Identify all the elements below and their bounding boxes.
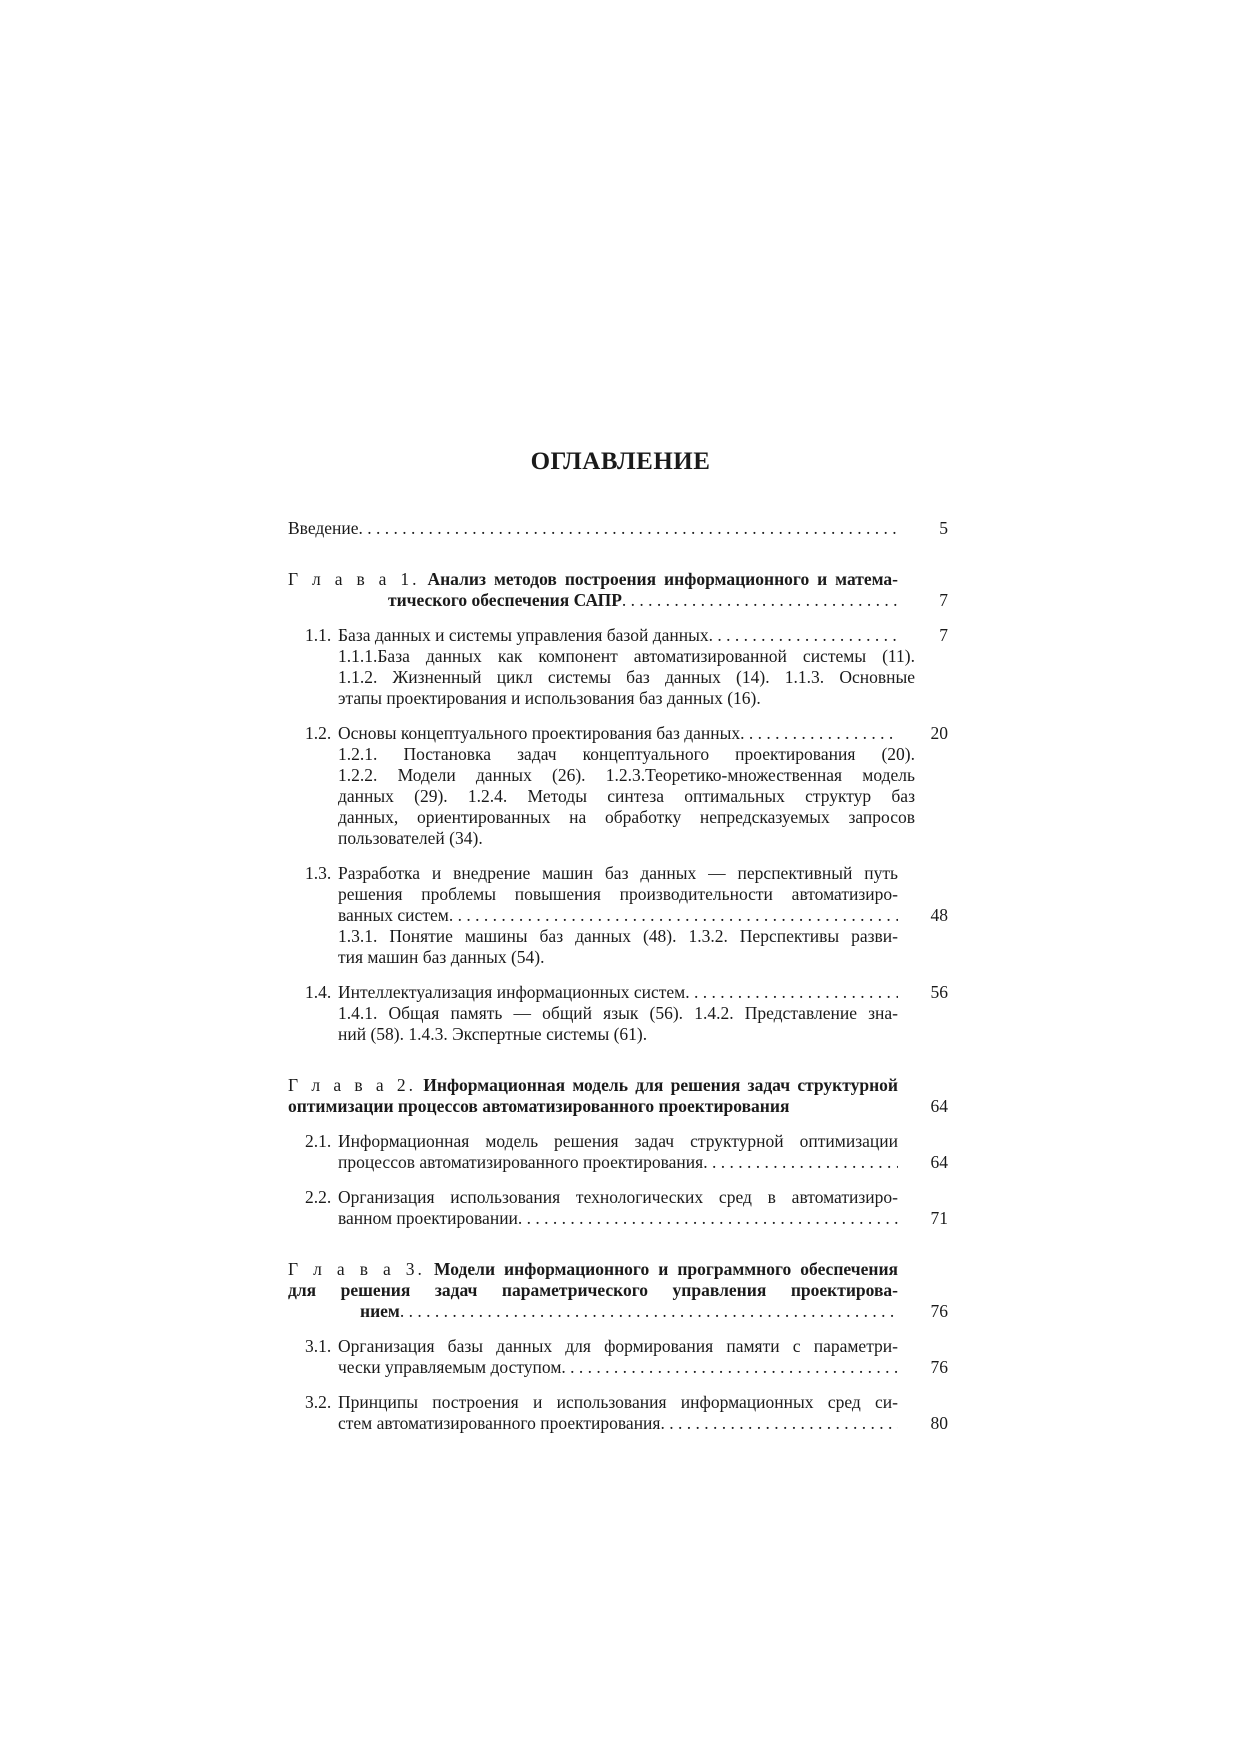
page-number: 48 — [930, 905, 948, 925]
section-heading[interactable] — [305, 982, 948, 1003]
chapter-heading[interactable] — [288, 1075, 948, 1096]
section-1-1 — [288, 625, 948, 709]
subsection-list — [338, 1003, 898, 1045]
leader-dots — [740, 723, 898, 744]
section-2-1 — [288, 1131, 948, 1173]
page-number: 56 — [930, 982, 948, 1002]
chapter-title-line: тического обеспечения САПР — [388, 590, 622, 610]
subsection-text: 1.2.1. Постановка задач концептуального проектирования (20). — [338, 744, 915, 764]
chapter-prefix: Г л а в а 3. — [288, 1259, 425, 1279]
chapter-title-line: Информационная модель для решения задач структурной — [423, 1075, 899, 1095]
page-number: 64 — [930, 1096, 948, 1116]
section-title: процессов автоматизированного проектирования — [338, 1152, 704, 1172]
chapter-title-line: нием — [360, 1301, 400, 1321]
subsection-text: 1.3.1. Понятие машины баз данных (48). 1.3.2. Перспективы разви- — [338, 926, 898, 946]
page-number: 7 — [939, 590, 948, 610]
chapter-heading[interactable] — [288, 569, 948, 590]
chapter-title-line: оптимизации процессов автоматизированного проектирования — [288, 1096, 790, 1116]
section-heading[interactable] — [305, 1187, 948, 1208]
leader-dots — [518, 1208, 898, 1229]
section-heading[interactable] — [305, 1336, 948, 1357]
section-title: Принципы построения и использования информационных сред си- — [338, 1392, 898, 1412]
chapter-heading[interactable] — [288, 1259, 948, 1280]
section-number: 2.1. — [305, 1131, 332, 1151]
section-number: 1.1. — [305, 625, 332, 645]
leader-dots — [359, 518, 898, 539]
section-title: ванных систем — [338, 905, 449, 925]
leader-dots — [685, 982, 898, 1003]
page-number: 5 — [939, 518, 948, 538]
subsection-text: данных, ориентированных на обработку непредсказуемых запросов — [338, 807, 915, 827]
section-number: 1.4. — [305, 982, 332, 1002]
leader-dots — [400, 1301, 898, 1322]
section-title: чески управляемым доступом — [338, 1357, 562, 1377]
section-2-2 — [288, 1187, 948, 1229]
section-title: Организация базы данных для формирования памяти с параметри- — [338, 1336, 898, 1356]
page-number: 64 — [930, 1152, 948, 1172]
section-heading[interactable] — [305, 723, 948, 744]
chapter-1 — [288, 569, 948, 1045]
section-number: 1.3. — [305, 863, 332, 883]
toc-entry-intro[interactable] — [288, 518, 948, 539]
chapter-title-line: для решения задач параметрического управления проектирова- — [288, 1280, 898, 1300]
section-title: ванном проектировании — [338, 1208, 518, 1228]
section-heading[interactable] — [305, 863, 948, 884]
chapter-heading-cont[interactable] — [288, 1301, 948, 1322]
page-number: 76 — [930, 1357, 948, 1377]
chapter-prefix: Г л а в а 2. — [288, 1075, 416, 1095]
section-title: Интеллектуализация информационных систем — [338, 982, 686, 1002]
section-3-2 — [288, 1392, 948, 1434]
chapter-heading-cont[interactable] — [288, 590, 948, 611]
leader-dots — [660, 1413, 898, 1434]
table-of-contents — [288, 518, 948, 1434]
leader-dots — [622, 590, 898, 611]
page-number: 7 — [939, 625, 948, 645]
section-heading-cont[interactable] — [305, 1357, 948, 1378]
section-heading[interactable] — [305, 1131, 948, 1152]
section-1-4 — [288, 982, 948, 1045]
subsection-text: 1.4.1. Общая память — общий язык (56). 1.4.2. Представление зна- — [338, 1003, 898, 1023]
chapter-prefix: Г л а в а 1. — [288, 569, 420, 589]
subsection-text: 1.1.2. Жизненный цикл системы баз данных (14). 1.1.3. Основные — [338, 667, 915, 687]
page-number: 20 — [930, 723, 948, 743]
section-title: Основы концептуального проектирования баз данных — [338, 723, 741, 743]
chapter-heading-cont — [288, 1280, 948, 1301]
section-heading[interactable] — [305, 1392, 948, 1413]
chapter-3 — [288, 1259, 948, 1434]
subsection-text: 1.2.2. Модели данных (26). 1.2.3.Теоретико-множественная модель — [338, 765, 915, 785]
section-heading-cont[interactable] — [305, 905, 948, 926]
section-number: 3.2. — [305, 1392, 332, 1412]
toc-entry-label: Введение — [288, 518, 359, 538]
subsection-list — [338, 646, 915, 709]
section-number: 1.2. — [305, 723, 332, 743]
subsection-list — [338, 926, 898, 968]
section-title: стем автоматизированного проектирования — [338, 1413, 661, 1433]
section-number: 2.2. — [305, 1187, 332, 1207]
subsection-text: 1.1.1.База данных как компонент автоматизированной системы (11). — [338, 646, 915, 666]
chapter-title-line: Анализ методов построения информационного и матема- — [427, 569, 899, 589]
section-number: 3.1. — [305, 1336, 332, 1356]
section-title: Информационная модель решения задач структурной оптимизации — [338, 1131, 898, 1151]
section-title: Разработка и внедрение машин баз данных — перспективный путь — [338, 863, 898, 883]
section-heading-cont — [305, 884, 948, 905]
page-number: 80 — [930, 1413, 948, 1433]
subsection-text: данных (29). 1.2.4. Методы синтеза оптимальных структур баз — [338, 786, 915, 806]
subsection-text: пользователей (34). — [338, 828, 483, 848]
section-title: Организация использования технологических сред в автоматизиро- — [338, 1187, 898, 1207]
section-heading-cont[interactable] — [305, 1413, 948, 1434]
subsection-list — [338, 744, 915, 849]
section-title: База данных и системы управления базой данных — [338, 625, 709, 645]
subsection-text: ний (58). 1.4.3. Экспертные системы (61). — [338, 1024, 648, 1044]
page-title: ОГЛАВЛЕНИЕ — [530, 448, 711, 475]
leader-dots — [703, 1152, 898, 1173]
leader-dots — [449, 905, 898, 926]
chapter-title-line: Модели информационного и программного обеспечения — [433, 1259, 898, 1279]
subsection-text: этапы проектирования и использования баз данных (16). — [338, 688, 761, 708]
chapter-2 — [288, 1075, 948, 1229]
section-1-2 — [288, 723, 948, 849]
section-title: решения проблемы повышения производительности автоматизиро- — [338, 884, 898, 904]
page-number: 76 — [930, 1301, 948, 1321]
section-heading[interactable] — [305, 625, 948, 646]
page-number: 71 — [930, 1208, 948, 1228]
leader-dots — [709, 625, 898, 646]
chapter-heading-cont[interactable] — [288, 1096, 948, 1117]
section-1-3 — [288, 863, 948, 968]
subsection-text: тия машин баз данных (54). — [338, 947, 545, 967]
section-heading-cont[interactable] — [305, 1208, 948, 1229]
section-heading-cont[interactable] — [305, 1152, 948, 1173]
leader-dots — [561, 1357, 898, 1378]
section-3-1 — [288, 1336, 948, 1378]
